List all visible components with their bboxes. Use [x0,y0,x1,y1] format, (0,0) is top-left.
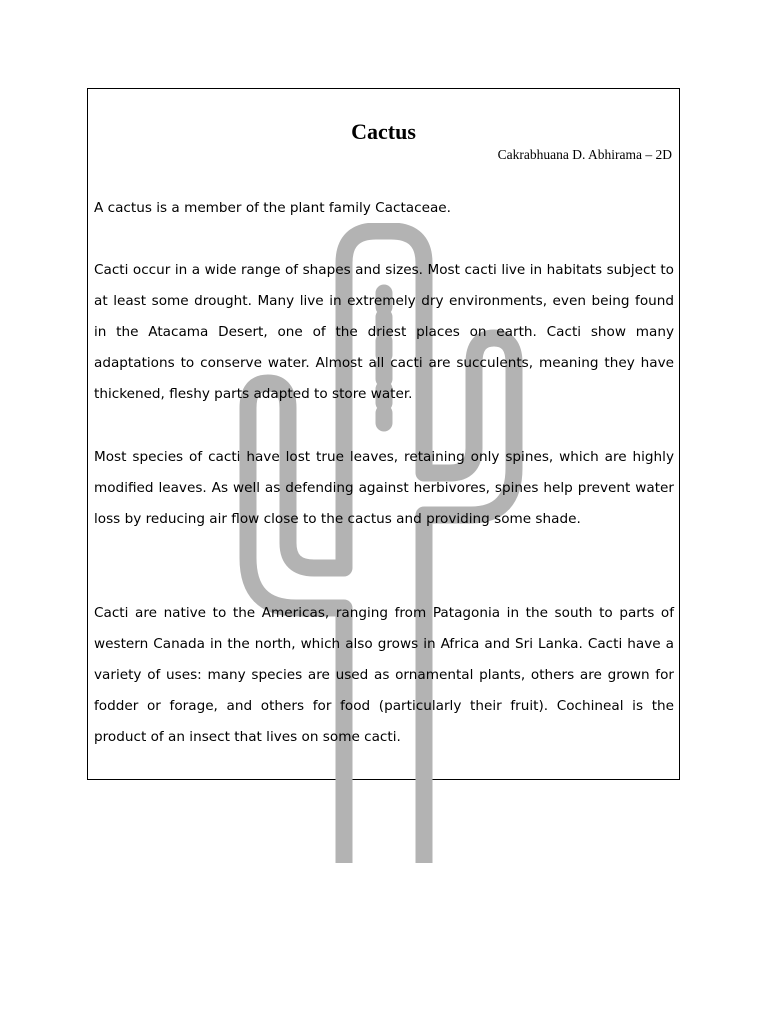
paragraph-habitat: Cacti occur in a wide range of shapes and sizes. Most cacti live in habitats subject to at least some drought. Many live in extremely dry environments, even being found in the Atacama Desert, one of the driest places on earth. Cacti show many adaptations to conserve water. Almost all cacti are succulents, meaning they have thickened, fleshy parts adapted to store water. [94,262,674,402]
paragraph-intro: A cactus is a member of the plant family Cactaceae. [94,200,451,216]
document-title: Cactus [351,119,416,144]
document-frame [87,88,680,780]
author-line: Cakrabhuana D. Abhirama – 2D [497,147,672,162]
paragraph-spines: Most species of cacti have lost true leaves, retaining only spines, which are highly modified leaves. As well as defending against herbivores, spines help prevent water loss by reducing air flow close to the cactus and providing some shade. [94,449,674,527]
paragraph-distribution: Cacti are native to the Americas, ranging from Patagonia in the south to parts of western Canada in the north, which also grows in Africa and Sri Lanka. Cacti have a variety of uses: many species are used as ornamental plants, others are grown for fodder or forage, and others for food (particularly their fruit). Cochineal is the product of an insect that lives on some cacti. [94,605,674,745]
